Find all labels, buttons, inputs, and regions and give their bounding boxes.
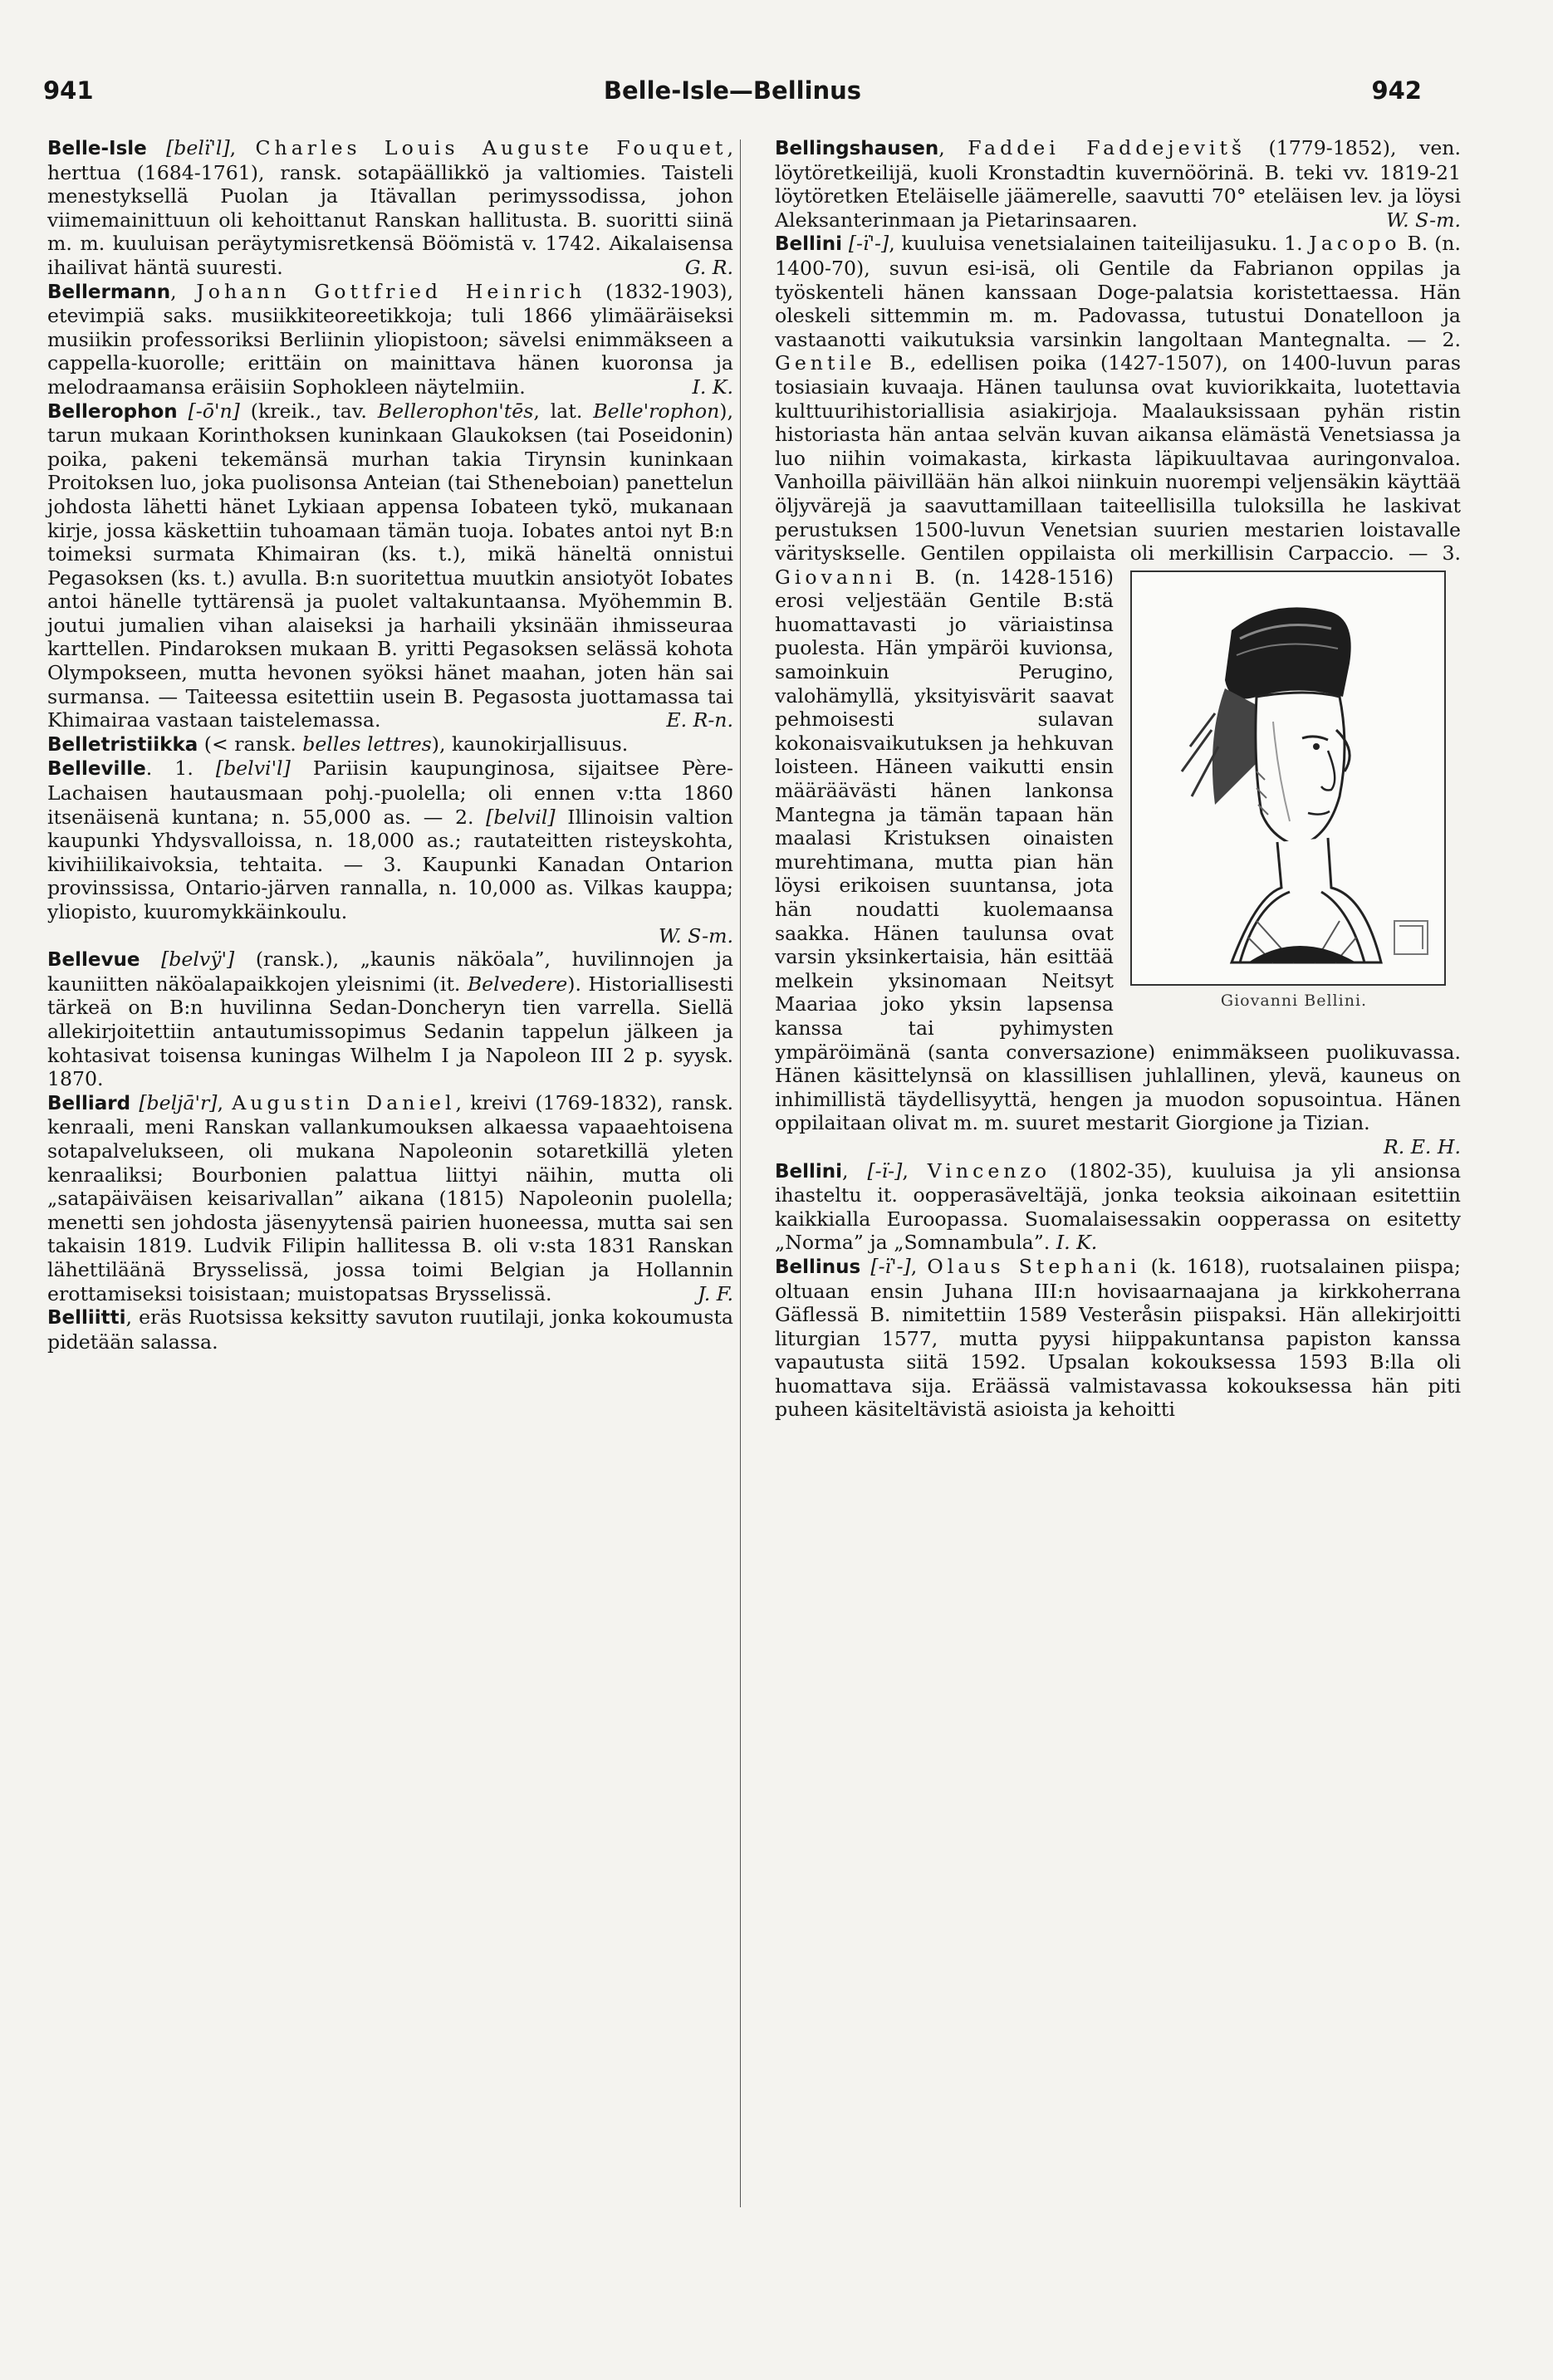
- entry-text: Illinoisin valtion kaupunki Yhdysvalloissa, n. 18,000 as.; rautateitten risteyskohta, kivihiilikaivoksia, tehtaita. — 3. Kaupunki Kanadan Ontarion provinssissa, Ontario-järven rannalla, n. 10,000 as. Vilkas kauppa; yliopisto, kuuromykkäinkoulu.: [47, 805, 733, 923]
- entry-text: Pariisin kaupunginosa, sijaitsee Père-Lachaisen hautausmaan pohj.-puolella; oli ennen v:tta 1860 itsenäisenä kuntana; n. 55,000 as. — 2.: [47, 757, 733, 829]
- author-signature: I. K.: [692, 375, 733, 399]
- pronunciation: [-ō'n]: [188, 399, 240, 423]
- column-divider: [740, 140, 741, 2207]
- entry-bellingshausen: Bellingshausen, Faddei Faddejevitš (1779-1852), ven. löytöretkeilijä, kuoli Kronstadtin kuvernöörinä. B. teki vv. 1819-21 löytöretken Eteläiselle jäämerelle, saavutti 70° eteläisen lev. ja löysi Aleksanterinmaan ja Pietarinsaaren. W. S-m.: [775, 136, 1461, 232]
- author-signature: G. R.: [684, 255, 733, 279]
- entry-belleville: [47, 757, 733, 923]
- pronunciation: [belvil]: [486, 805, 556, 829]
- person-name: Charles Louis Auguste Fouquet: [255, 136, 728, 159]
- entry-text: B. (n. 1400-70), suvun esi-isä, oli Gentile da Fabrianon oppilas ja työskenteli hänen kanssaan Doge-palatsia koristettaessa. Hän oleskeli sittemmin m. m. Padovassa, tutustui Donatelloon ja vastaanotti vaikutuksia varsinkin langoltaan Mantegnalta. — 2.: [775, 232, 1461, 351]
- entry-text: B., edellisen poika (1427-1507), on 1400-luvun paras tosiasiain kuvaaja. Hänen taulunsa ovat kuviorikkaita, luotettavia kulttuurihistoriallisia asiakirjoja. Maalauksissaan pyhän ristin historiasta hän antaa selvän kuvan aikansa elämästä Venetsiassa ja luo niihin voimakasta, kirkasta läpikuultavaa auringonvaloa. Vanhoilla päivillään hän alkoi niinkuin nuorempi veljensäkin käyttää öljyvärejä ja saavuttamillaan taiteellisilla tuloksilla he laskivat perustuksen 1500-luvun Venetsian suurien mestarien loistavalle värityskselle. Gentilen oppilaista oli merkillisin Carpaccio. — 3.: [775, 351, 1461, 566]
- entry-headword: Bellermann: [47, 281, 171, 303]
- pronunciation: [beljā'r]: [139, 1090, 218, 1114]
- entry-bellermann: Bellermann, Johann Gottfried Heinrich (1832-1903), etevimpiä saks. musiikkiteoreetikkoja; tuli 1866 ylimääräiseksi musiikin professoriksi Berliinin yliopistoon; sävelsi enimmäkseen a cappella-kuorolle; erittäin on mainittava hänen kuoronsa ja melodraamansa eräisiin Sophokleen näytelmiin. I. K.: [47, 279, 733, 399]
- author-signature: I. K.: [1056, 1231, 1098, 1255]
- person-name: Vincenzo: [927, 1158, 1051, 1183]
- entry-text: , kuuluisa venetsialainen taiteilijasuku. 1.: [889, 232, 1310, 256]
- alt-name: Bellerophon'tēs: [377, 399, 534, 423]
- entry-text: , herttua (1684-1761), ransk. sotapäällikkö ja valtiomies. Taisteli menestyksellä Puolan ja Itävallan perimyssodissa, johon viimemainittuun oli kehoittanut Ranskan hallitusta. B. suoritti siinä m. m. kuuluisan peräytymisretkensä Böömistä v. 1742. Aikalaisensa ihailivat häntä suuresti.: [47, 136, 734, 279]
- pronunciation: [-ï'-]: [848, 232, 889, 256]
- entry-headword: Belliitti: [47, 1307, 126, 1330]
- pronunciation: [belvÿ']: [161, 948, 235, 972]
- entry-text: , kreivi (1769-1832), ransk. kenraali, meni Ranskan vallankumouksen alkaessa vapaaehtoisena sotapalvelukseen, oli mukana Napoleonin sotaretkillä yleten kenraaliksi; Bourbonien palattua liittyi näihin, mutta oli „satapäiväisen keisarivallan” aikana (1815) Napoleonin puolella; menetti sen johdosta jäsenyytensä pairien huoneessa, mutta sai sen takaisin 1819. Ludvik Filipin hallitessa B. oli v:sta 1831 Ranskan lähettiläänä Brysselissä, jossa toimi Belgian ja Hollannin erottamiseksi toisistaan; muistopatsas Brysselissä.: [47, 1090, 734, 1305]
- entry-bellinus: Bellinus [-ï'-], Olaus Stephani (k. 1618), ruotsalainen piispa; oltuaan ensin Juhana III:n hovisaarnaajana ja kirkkoherrana Gäflessä B. nimitettiin 1589 Vesteråsin piispaksi. Hän allekirjoitti liturgian 1577, mutta pyysi hiippakuntansa papiston kanssa vapautusta siitä 1592. Upsalan kokouksessa 1593 B:lla oli huomattava sija. Eräässä valmistavassa kokouksessa hän piti puheen käsiteltävistä asioista ja kehoitti: [775, 1254, 1461, 1422]
- person-name: Olaus Stephani: [927, 1254, 1141, 1278]
- figure-caption: Giovanni Bellini.: [1220, 991, 1368, 1010]
- person-name: Augustin Daniel: [232, 1090, 456, 1114]
- entry-text: B. (n. 1428-1516) erosi veljestään Gentile B:stä huomattavasti jo väriaistinsa puolesta. Hän ympäröi kuvionsa, samoinkuin Perugino, valohämyllä, yksityisvärit saavat pehmoisesti sulavan kokonaisvaikutuksen ja hehkuvan loisteen. Häneen vaikutti ensin määräävästi hänen lankonsa Mantegna ja tämän tapaan hän maalasi Kristuksen oinaisten murehtimana, mutta pian hän löysi erikoisen suuntansa, jota hän noudatti kuolemaansa saakka. Hänen taulunsa ovat varsin yksinkertaisia, hän esittää melkein yksinomaan Neitsyt Maariaa joko yksin lapsensa kanssa tai pyhimysten ympäröimänä (santa conversazione) enimmäkseen puolikuvassa. Hänen käsittelynsä on klassillisen juhlallinen, ylevä, kauneus on inhimillistä täydellisyyttä, hengen ja muodon sopusointua. Hänen oppilaitaan olivat m. m. suuret mestarit Giorgione ja Tizian.: [775, 565, 1461, 1135]
- left-column: [47, 136, 733, 1354]
- running-title: Belle-Isle—Bellinus: [603, 76, 862, 105]
- author-signature: R. E. H.: [1383, 1134, 1461, 1158]
- entry-bellevue: [47, 948, 733, 1091]
- giovanni-bellini-portrait: [1132, 572, 1444, 984]
- person-name: Johann Gottfried Heinrich: [196, 279, 586, 303]
- entry-text: ). Historiallisesti tärkeä on B:n huvilinna Sedan-Doncheryn tien varrella. Siellä allekirjoitettiin antautumissopimus Sedanin tappelun jälkeen ja kohtasivat toisensa kuningas Wilhelm I ja Napoleon III 2 p. syysk. 1870.: [47, 972, 734, 1091]
- portrait-image: [1130, 571, 1446, 986]
- page-header: [43, 76, 1422, 110]
- entry-headword: Bellingshausen: [775, 138, 939, 159]
- entry-bellerophon: [47, 399, 733, 732]
- right-column: [775, 136, 1461, 1422]
- entry-headword: Belle-Isle: [47, 138, 147, 159]
- alt-name: Belle'rophon: [593, 399, 720, 423]
- author-signature-line: [775, 1135, 1461, 1159]
- entry-text: (kreik., tav.: [239, 399, 378, 423]
- entry-bellini-vincenzo: Bellini, [-ï-], Vincenzo (1802-35), kuuluisa ja yli ansionsa ihasteltu it. oopperasäveltäjä, jonka teoksia aikoinaan esitettiin kaikkialla Euroopassa. Suomalaisessakin oopperassa on esitetty „Norma” ja „Somnambula”. I. K.: [775, 1158, 1462, 1255]
- author-signature: W. S-m.: [1386, 208, 1461, 232]
- entry-headword: Bellerophon: [47, 400, 178, 423]
- entry-belle-isle: Belle-Isle [belï'l], Charles Louis Auguste Fouquet, herttua (1684-1761), ransk. sotapäällikkö ja valtiomies. Taisteli menestyksellä Puolan ja Itävallan perimyssodissa, johon viimemainittuun oli kehoittanut Ranskan hallitusta. B. suoritti siinä m. m. kuuluisan peräytymisretkensä Böömistä v. 1742. Aikalaisensa ihailivat häntä suuresti. G. R.: [47, 136, 734, 279]
- person-name: Jacopo: [1309, 232, 1401, 256]
- person-name: Faddei Faddejevitš: [968, 136, 1247, 159]
- page-number-right: 942: [1371, 76, 1422, 105]
- entry-belliitti: [47, 1305, 733, 1354]
- entry-headword: Belletristiikka: [47, 733, 198, 756]
- entry-text: , eräs Ruotsissa keksitty savuton ruutilaji, jonka kokoumusta pidetään salassa.: [47, 1305, 733, 1354]
- author-signature: J. F.: [698, 1281, 733, 1305]
- entry-text: (1779-1852), ven. löytöretkeilijä, kuoli Kronstadtin kuvernöörinä. B. teki vv. 1819-21 löytöretken Eteläiselle jäämerelle, saavutti 70° eteläisen lev. ja löysi Aleksanterinmaan ja Pietarinsaaren.: [775, 136, 1461, 232]
- pronunciation: [-ï-]: [867, 1158, 903, 1183]
- author-signature-line: [47, 924, 733, 948]
- entry-text: ), tarun mukaan Korinthoksen kuninkaan Glaukoksen (tai Poseidonin) poika, pakeni tekemänsä murhan takia Tirynsin kuninkaan Proitoksen luo, joka puolisonsa Anteian (tai Stheneboian) panettelun johdosta lähetti hänet Lykiaan appensa Iobateen tykö, mukanaan kirje, jossa käskettiin tuhoamaan tämän tuoja. Iobates antoi nyt B:n toimeksi surmata Khimairan (ks. t.), mikä häneltä onnistui Pegasoksen (ks. t.) avulla. B:n suoritettua muutkin ansiotyöt Iobates antoi hänelle tyttärensä ja puolet valtakuntaansa. Myöhemmin B. joutui jumalien vihan alaiseksi ja harhaili yksinään ihmisseuraa karttellen. Pindaroksen mukaan B. yritti Pegasoksen selässä kohota Olympokseen, mutta hevonen syöksi hänet maahan, joten hän sai surmansa. — Taiteessa esitettiin usein B. Pegasosta juottamassa tai Khimairaa vastaan taistelemassa.: [47, 399, 734, 732]
- entry-text: (1802-35), kuuluisa ja yli ansionsa ihasteltu it. oopperasäveltäjä, jonka teoksia aikoinaan esitettiin kaikkialla Euroopassa. Suomalaisessakin oopperassa on esitetty „Norma” ja „Somnambula”.: [775, 1158, 1462, 1255]
- person-name: Gentile: [775, 351, 876, 375]
- entry-text: ), kaunokirjallisuus.: [431, 732, 629, 756]
- entry-bellini-family: [775, 232, 1461, 1135]
- entry-text: (k. 1618), ruotsalainen piispa; oltuaan ensin Juhana III:n hovisaarnaajana ja kirkkoherrana Gäflessä B. nimitettiin 1589 Vesteråsin piispaksi. Hän allekirjoitti liturgian 1577, mutta pyysi hiippakuntansa papiston kanssa vapautusta siitä 1592. Upsalan kokouksessa 1593 B:lla oli huomattava sija. Eräässä valmistavassa kokouksessa hän piti puheen käsiteltävistä asioista ja kehoitti: [775, 1254, 1461, 1422]
- entry-belliard: Belliard [beljā'r], Augustin Daniel, kreivi (1769-1832), ransk. kenraali, meni Ranskan vallankumouksen alkaessa vapaaehtoisena sotapalvelukseen, oli mukana Napoleonin sotaretkillä yleten kenraaliksi; Bourbonien palattua liittyi näihin, mutta oli „satapäiväisen keisarivallan” aikana (1815) Napoleonin puolella; menetti sen johdosta jäsenyytensä pairien huoneessa, mutta sai sen takaisin 1819. Ludvik Filipin hallitessa B. oli v:sta 1831 Ranskan lähettiläänä Brysselissä, jossa toimi Belgian ja Hollannin erottamiseksi toisistaan; muistopatsas Brysselissä. J. F.: [47, 1090, 734, 1305]
- pronunciation: [belvi'l]: [215, 757, 291, 781]
- entry-headword: Bellini: [775, 233, 843, 256]
- entry-belletristiikka: [47, 732, 733, 757]
- entry-headword: Belliard: [47, 1092, 131, 1114]
- entry-text: . 1.: [145, 757, 216, 781]
- portrait-figure: [1127, 571, 1461, 1036]
- entry-text: (< ransk.: [198, 732, 303, 756]
- entry-headword: Bellinus: [775, 1256, 861, 1278]
- entry-text: , lat.: [533, 399, 594, 423]
- pronunciation: [-ï'-]: [870, 1254, 911, 1278]
- author-signature: E. R-n.: [666, 708, 733, 732]
- entry-text: (1832-1903), etevimpiä saks. musiikkiteoreetikkoja; tuli 1866 ylimääräiseksi musiikin professoriksi Berliinin yliopistoon; sävelsi enimmäkseen a cappella-kuorolle; erittäin on mainittava hänen kuoronsa ja melodraamansa eräisiin Sophokleen näytelmiin.: [47, 279, 733, 399]
- person-name: Giovanni: [775, 565, 896, 589]
- page-number-left: 941: [43, 76, 94, 105]
- term: belles lettres: [302, 732, 432, 756]
- pronunciation: [belï'l]: [166, 136, 230, 159]
- entry-headword: Bellevue: [47, 949, 140, 972]
- author-signature: W. S-m.: [659, 923, 733, 948]
- entry-headword: Belleville: [47, 758, 146, 781]
- term: Belvedere: [467, 972, 568, 996]
- entry-headword: Bellini: [775, 1160, 843, 1183]
- entry-text: (ransk.), „kaunis näköala”, huvilinnojen ja kauniitten näköalapaikkojen yleisnimi (it.: [47, 948, 733, 996]
